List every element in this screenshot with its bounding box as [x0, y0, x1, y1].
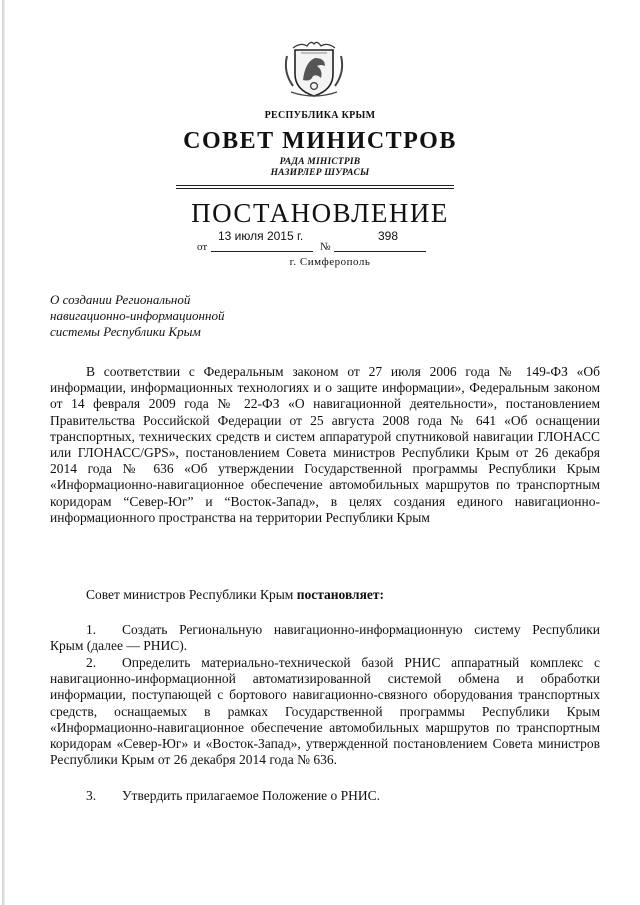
document-subject — [50, 292, 350, 340]
list-item-number: 2. — [86, 655, 97, 670]
resolution-clause-text: Совет министров Республики Крым — [86, 587, 297, 602]
subject-line: навигационно-информационной — [50, 308, 225, 323]
header-divider — [176, 188, 454, 189]
number-underline — [334, 251, 426, 252]
subject-line: системы Республики Крым — [50, 324, 201, 339]
council-name-crimean-tatar: НАЗИРЛЕР ШУРАСЫ — [270, 168, 370, 178]
header-divider — [176, 185, 454, 186]
resolution-clause — [50, 587, 600, 603]
council-name-ukrainian: РАДА МІНІСТРІВ — [279, 157, 361, 167]
crimea-coat-of-arms-icon — [281, 36, 347, 100]
list-item — [50, 622, 600, 654]
list-item-number: 3. — [86, 788, 97, 803]
date-label: от — [197, 241, 208, 253]
council-name: СОВЕТ МИНИСТРОВ — [183, 128, 457, 154]
republic-name: РЕСПУБЛИКА КРЫМ — [264, 110, 376, 121]
preamble-paragraph: В соответствии с Федеральным законом от 27 июля 2006 года № 149-ФЗ «Об информации, информационных технологиях и о защите информации», Федеральным законом от 14 февраля 2009 года № 22-ФЗ «О навигационной деятельности», постановлением Правительства Российской Федерации от 25 августа 2008 года № 641 «Об оснащении транспортных, технических средств и систем аппаратурой спутниковой навигации ГЛОНАСС или ГЛОНАСС/GPS», постановлением Совета министров Республики Крым от 26 декабря 2014 года № 636 «Об утверждении Государственной программы Республики Крым «Информационно-навигационное обеспечение автомобильных маршрутов по транспортным коридорам “Север-Юг” и “Восток-Запад», в целях создания единого навигационно-информационного пространства на территории Республики Крым — [50, 364, 600, 525]
list-item-text: Утвердить прилагаемое Положение о РНИС. — [122, 788, 381, 803]
list-item-number: 1. — [86, 622, 97, 637]
number-label: № — [320, 241, 331, 253]
document-number: 398 — [378, 229, 399, 243]
document-title: ПОСТАНОВЛЕНИЕ — [191, 198, 449, 228]
list-item — [50, 788, 600, 804]
document-city: г. Симферополь — [289, 256, 371, 268]
document-date: 13 июля 2015 г. — [218, 229, 304, 243]
subject-line: О создании Региональной — [50, 292, 191, 307]
resolution-verb: постановляет: — [296, 587, 385, 602]
list-item — [50, 655, 600, 768]
list-item-text: Создать Региональную навигационно-информационную систему Республики Крым (далее — РНИС). — [50, 622, 600, 654]
list-item-text: Определить материально-технической базой РНИС аппаратный комплекс с навигационно-информационной автоматизированной системой обмена и обработки информации, поступающей с бортового навигационно-связного оборудования транспортных средств, оснащаемых в рамках Государственной программы Республики Крым «Информационно-навигационное обеспечение автомобильных маршрутов по транспортным коридорам «Север-Юг» и «Восток-Запад», утвержденной постановлением Совета министров Республики Крым от 26 декабря 2014 года № 636. — [50, 655, 600, 768]
date-underline — [211, 251, 313, 252]
